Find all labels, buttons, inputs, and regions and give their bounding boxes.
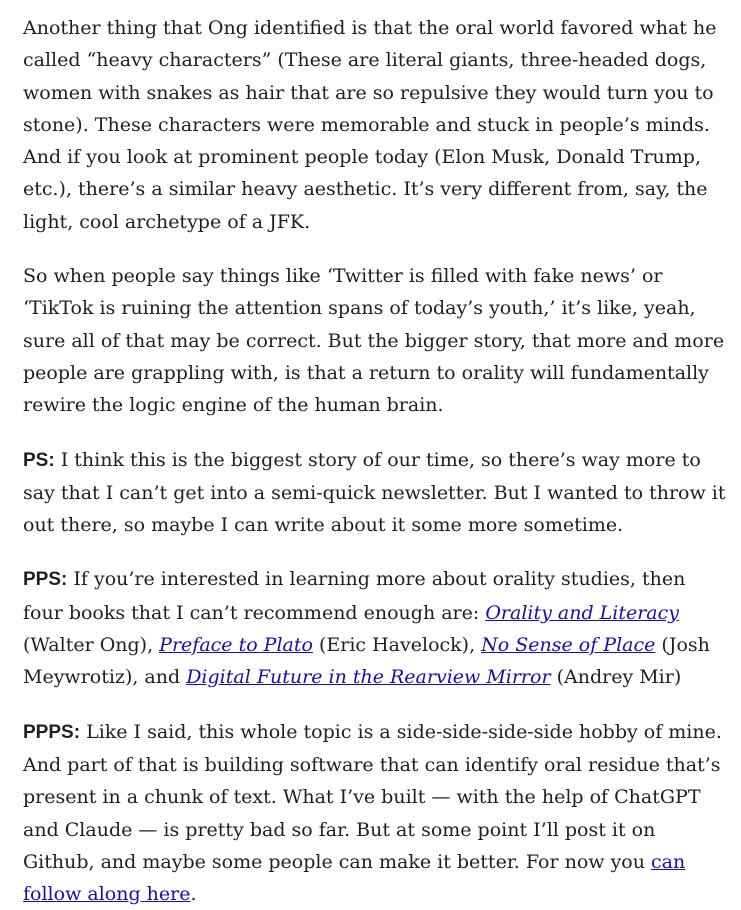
ps-text: I think this is the biggest story of our time, so there’s way more to say that I can’t get into a semi-quick newsletter. But I wanted to throw it out there, so maybe I can write about it some more sometime. <box>23 448 726 537</box>
book-link-preface-to-plato[interactable]: Preface to Plato <box>159 634 313 657</box>
paragraph-orality-story: So when people say things like ‘Twitter is filled with fake news’ or ‘TikTok is ruining the attention spans of today’s youth,’ it’s like, yeah, sure all of that may be correct. But the bigger story, that more and more people are grappling with, is that a return to orality will fundamentally rewire the logic engine of the human brain. <box>23 265 725 417</box>
book-link-orality-and-literacy[interactable]: Orality and Literacy <box>485 601 680 624</box>
paragraph-ppps <box>23 716 727 910</box>
follow-along-link[interactable]: can follow along here <box>23 850 686 906</box>
book-link-digital-future[interactable]: Digital Future in the Rearview Mirror <box>186 666 551 689</box>
pps-intro: If you’re interested in learning more about orality studies, then four books that I can’t recommend enough are: <box>23 568 686 624</box>
book-author-mir: (Andrey Mir) <box>550 666 682 689</box>
paragraph-ps <box>23 444 727 542</box>
ppps-label: PPPS: <box>23 721 81 743</box>
ppps-end: . <box>190 883 197 906</box>
pps-label: PPS: <box>23 569 68 591</box>
paragraph-pps <box>23 563 727 693</box>
ps-label: PS: <box>23 449 55 471</box>
book-link-no-sense-of-place[interactable]: No Sense of Place <box>481 634 656 657</box>
book-author-ong: (Walter Ong), <box>23 634 160 657</box>
paragraph-heavy-characters: Another thing that Ong identified is that the oral world favored what he called “heavy characters” (These are literal giants, three-headed dogs, women with snakes as hair that are so repulsive they would turn you to stone). These characters were memorable and stuck in people’s minds. And if you look at prominent people today (Elon Musk, Donald Trump, etc.), there’s a similar heavy aesthetic. It’s very different from, say, the light, cool archetype of a JFK. <box>23 17 717 233</box>
newsletter-body <box>23 12 727 910</box>
ppps-text: Like I said, this whole topic is a side-side-side-side hobby of mine. And part of that is building software that can identify oral residue that’s present in a chunk of text. What I’ve built — with the help of ChatGPT and Claude — is pretty bad so far. But at some point I’ll post it on Github, and maybe some people can make it better. For now you <box>23 720 722 873</box>
book-author-havelock: (Eric Havelock), <box>312 634 482 657</box>
book-author-meyrowitz: (Josh Meywrotiz), and <box>23 634 710 689</box>
